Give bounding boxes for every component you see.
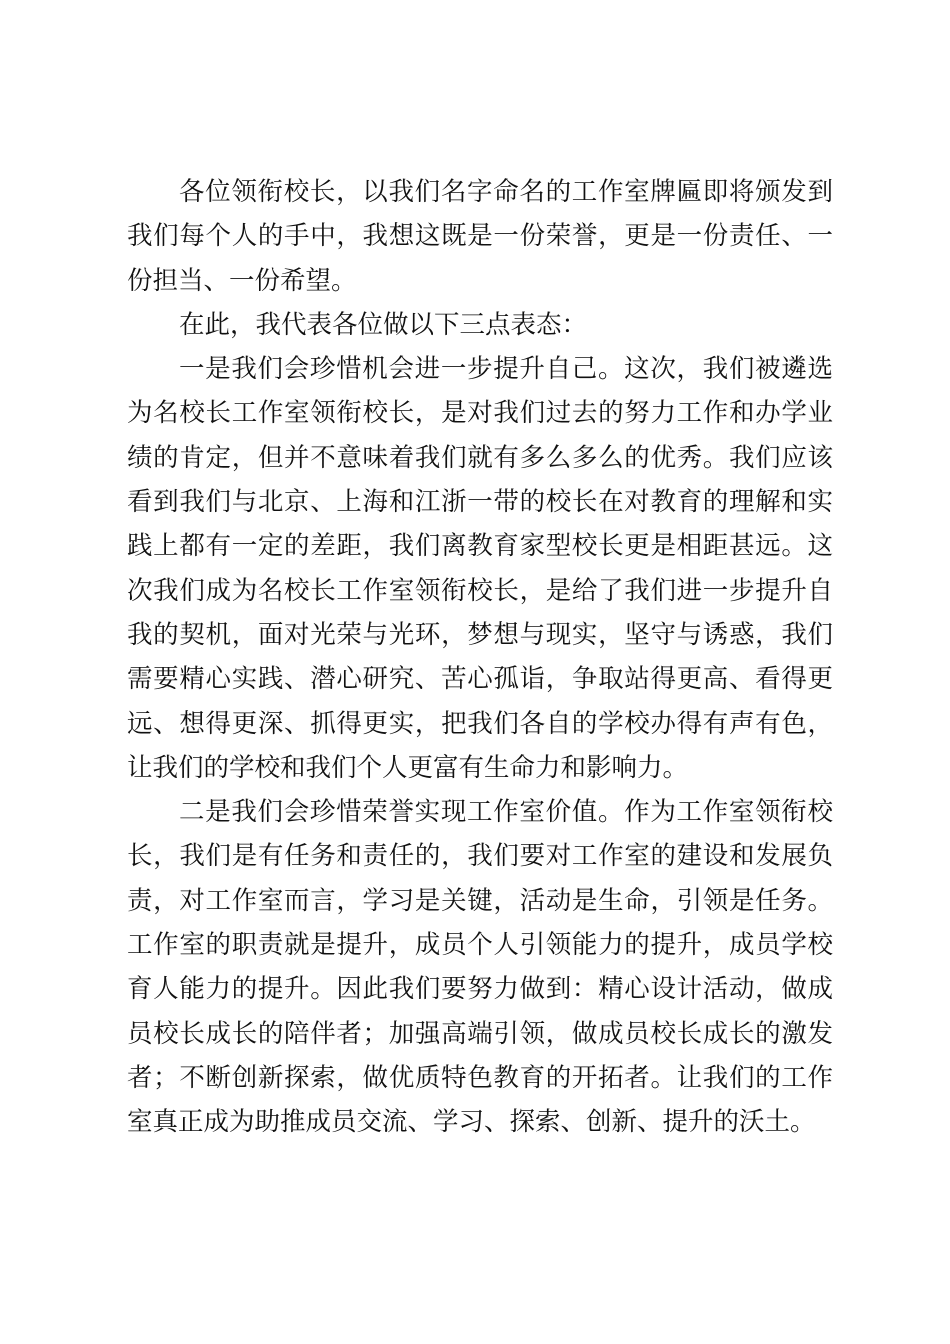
- paragraph-3-line-9: 远、想得更深、抓得更实，把我们各自的学校办得有声有色，: [127, 708, 833, 739]
- paragraph-3-line-8: 需要精心实践、潜心研究、苦心孤诣，争取站得更高、看得更: [127, 664, 833, 695]
- paragraph-3-line-3: 绩的肯定，但并不意味着我们就有多么多么的优秀。我们应该: [127, 442, 833, 473]
- paragraph-4-line-3: 责，对工作室而言，学习是关键，活动是生命，引领是任务。: [127, 885, 833, 916]
- paragraph-1-line-3: 份担当、一份希望。: [127, 265, 357, 296]
- paragraph-4-line-4: 工作室的职责就是提升，成员个人引领能力的提升，成员学校: [127, 930, 833, 961]
- paragraph-3-line-4: 看到我们与北京、上海和江浙一带的校长在对教育的理解和实: [127, 487, 833, 518]
- paragraph-3-line-1: 一是我们会珍惜机会进一步提升自己。这次，我们被遴选: [179, 354, 833, 385]
- paragraph-1-line-1: 各位领衔校长，以我们名字命名的工作室牌匾即将颁发到: [179, 177, 833, 207]
- paragraph-3-line-6: 次我们成为名校长工作室领衔校长，是给了我们进一步提升自: [127, 575, 833, 606]
- paragraph-4-line-6: 员校长成长的陪伴者；加强高端引领，做成员校长成长的激发: [127, 1018, 833, 1049]
- paragraph-4-line-7: 者；不断创新探索，做优质特色教育的开拓者。让我们的工作: [127, 1062, 833, 1093]
- paragraph-3-line-7: 我的契机，面对光荣与光环，梦想与现实，坚守与诱惑，我们: [127, 619, 833, 650]
- paragraph-3-line-10: 让我们的学校和我们个人更富有生命力和影响力。: [127, 752, 689, 783]
- paragraph-2-line-1: 在此，我代表各位做以下三点表态：: [179, 309, 588, 340]
- paragraph-4-line-2: 长，我们是有任务和责任的，我们要对工作室的建设和发展负: [127, 841, 833, 872]
- document-body: [127, 170, 833, 1145]
- paragraph-4-line-1: 二是我们会珍惜荣誉实现工作室价值。作为工作室领衔校: [179, 797, 833, 828]
- paragraph-1-line-2: 我们每个人的手中，我想这既是一份荣誉，更是一份责任、一: [127, 221, 833, 252]
- paragraph-4-line-5: 育人能力的提升。因此我们要努力做到：精心设计活动，做成: [127, 974, 833, 1005]
- paragraph-4-line-8: 室真正成为助推成员交流、学习、探索、创新、提升的沃土。: [127, 1107, 816, 1138]
- paragraph-3-line-2: 为名校长工作室领衔校长，是对我们过去的努力工作和办学业: [127, 398, 833, 429]
- paragraph-3-line-5: 践上都有一定的差距，我们离教育家型校长更是相距甚远。这: [127, 531, 833, 562]
